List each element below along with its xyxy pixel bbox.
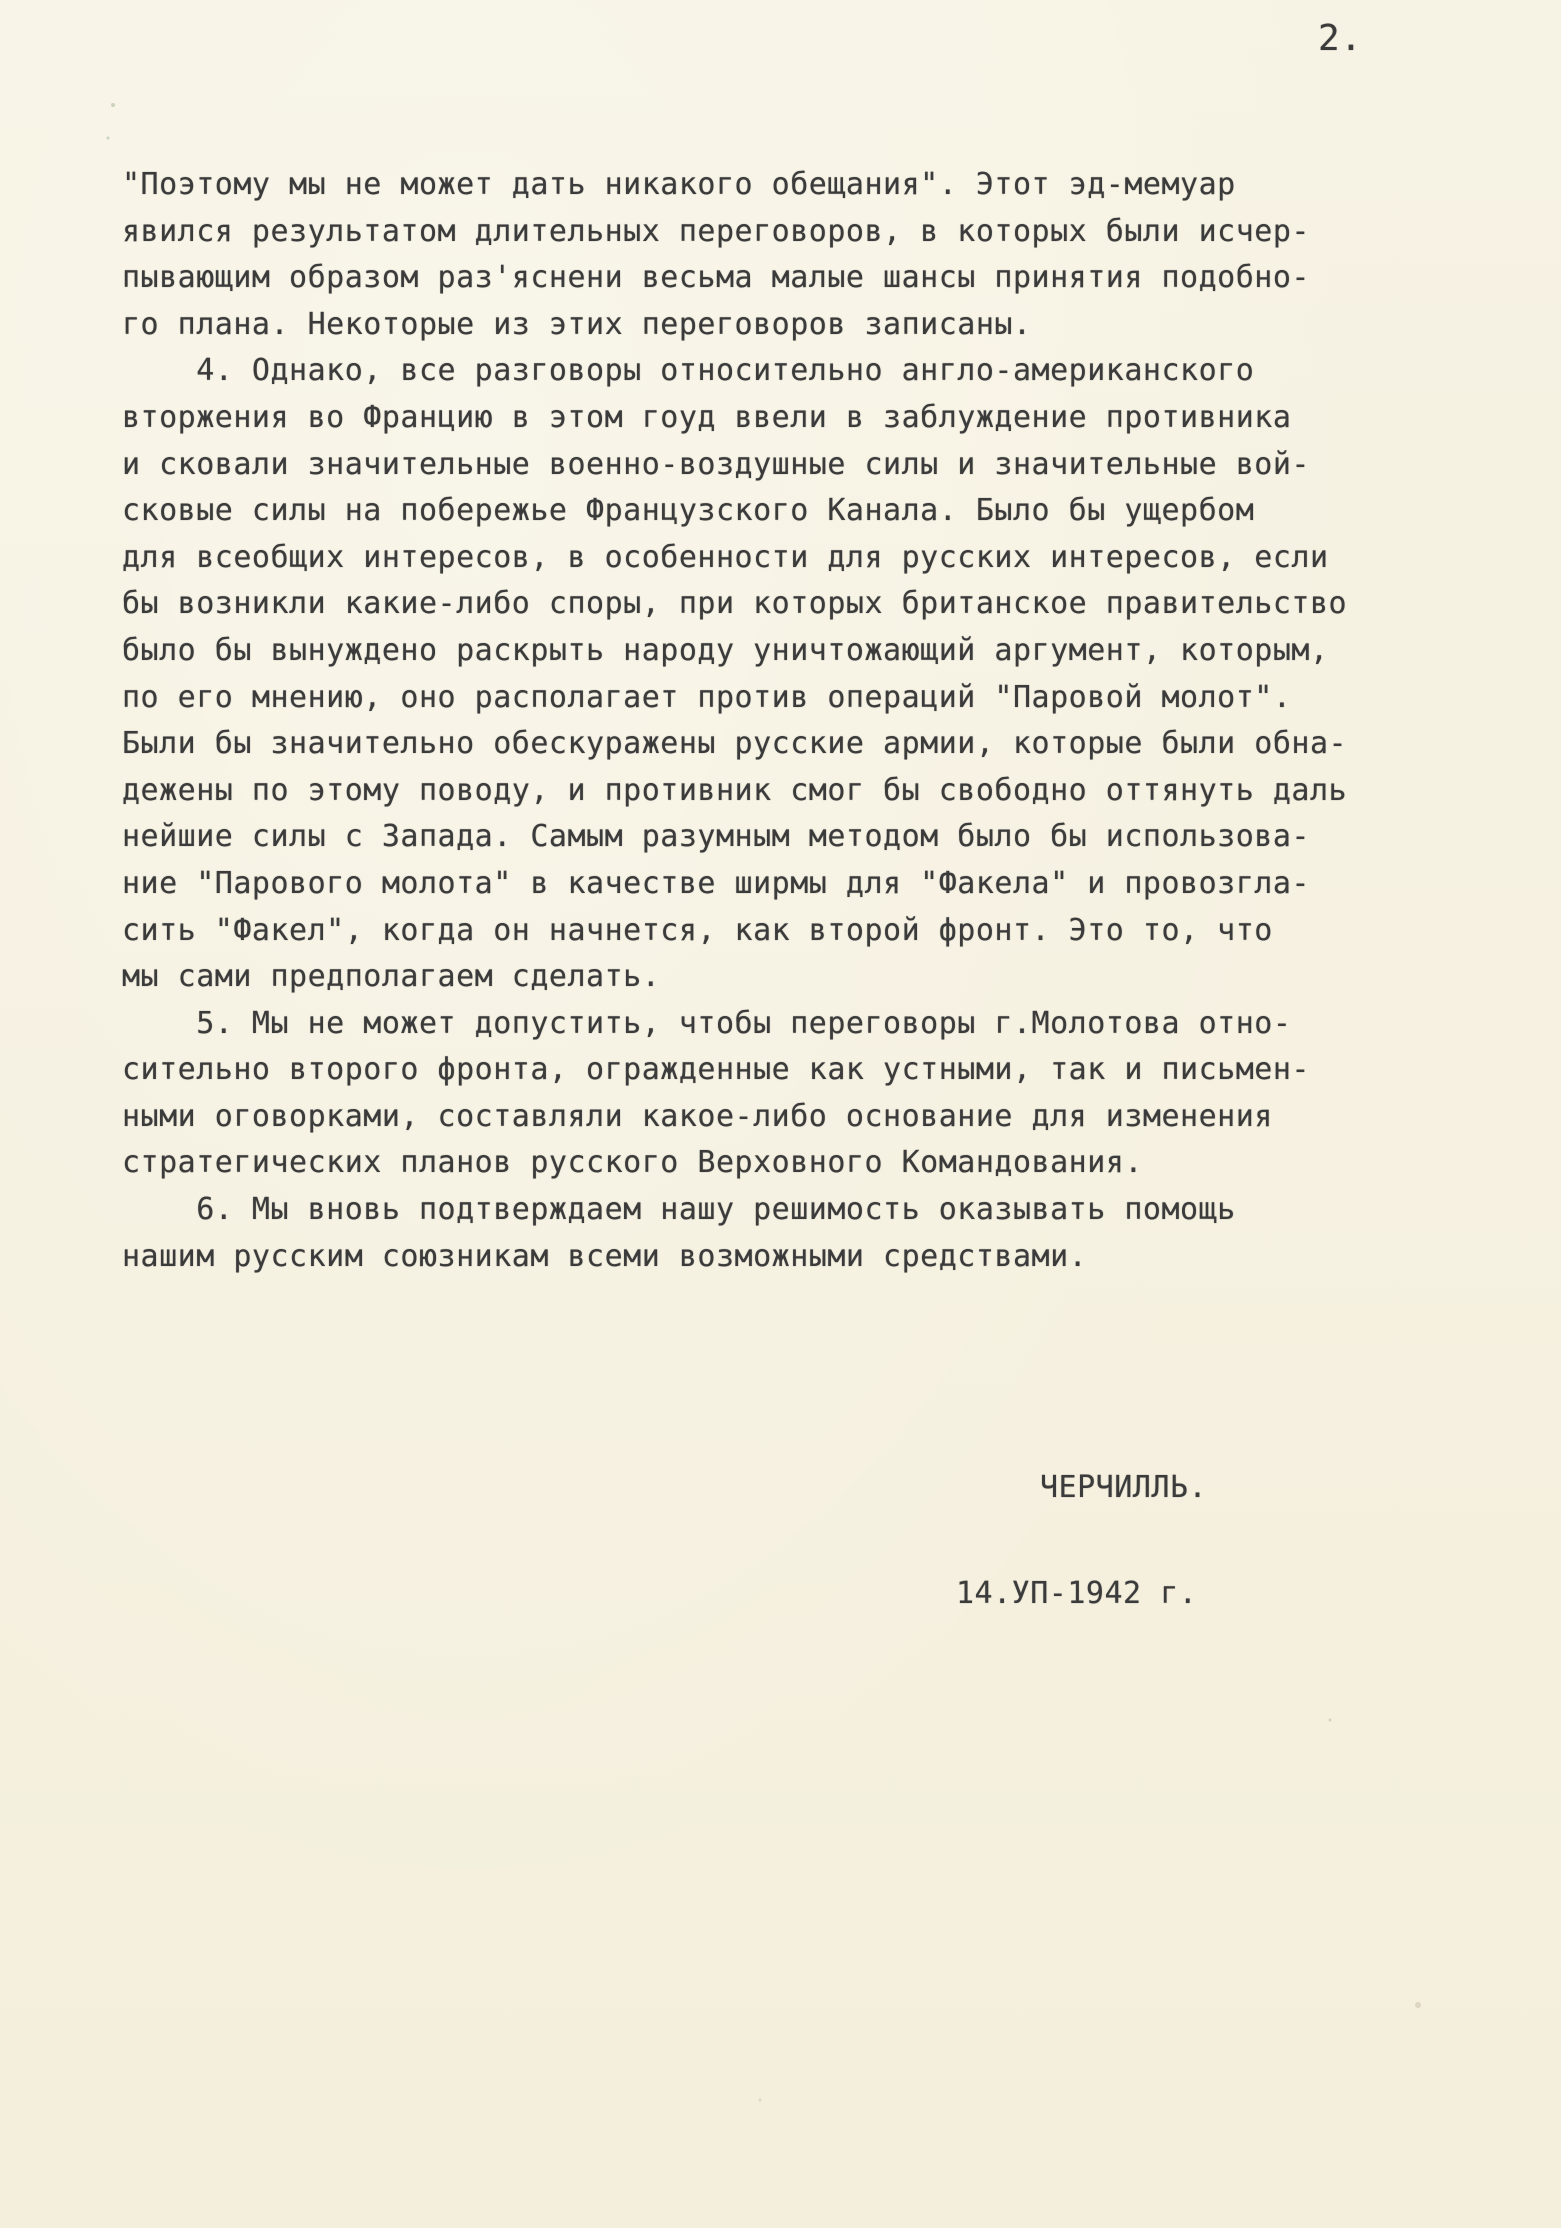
text-line: было бы вынуждено раскрыть народу уничтожающий аргумент, которым, xyxy=(122,632,1329,668)
text-line: нейшие силы с Запада. Самым разумным методом было бы использова- xyxy=(122,819,1310,855)
text-line: вторжения во Францию в этом гоуд ввели в заблуждение противника xyxy=(122,399,1292,435)
text-line: ние "Парового молота" в качестве ширмы для "Факела" и провозгла- xyxy=(122,865,1310,901)
signature: ЧЕРЧИЛЛЬ. xyxy=(1040,1470,1208,1505)
text-line: пывающим образом раз'яснени весьма малые шансы принятия подобно- xyxy=(122,260,1310,296)
text-line: 6. Мы вновь подтверждаем нашу решимость оказывать помощь xyxy=(122,1192,1236,1228)
text-line: явился результатом длительных переговоров, в которых были исчер- xyxy=(122,213,1310,249)
text-line: дежены по этому поводу, и противник смог бы свободно оттянуть даль xyxy=(122,772,1348,808)
text-line: го плана. Некоторые из этих переговоров записаны. xyxy=(122,306,1032,342)
document-date: 14.УП-1942 г. xyxy=(956,1576,1198,1611)
text-line: сить "Факел", когда он начнется, как второй фронт. Это то, что xyxy=(122,912,1273,948)
text-line: для всеобщих интересов, в особенности для русских интересов, если xyxy=(122,539,1329,575)
body-text xyxy=(122,162,1522,1280)
text-line: 4. Однако, все разговоры относительно англо-американского xyxy=(122,353,1255,389)
text-line: 5. Мы не может допустить, чтобы переговоры г.Молотова отно- xyxy=(122,1005,1292,1041)
text-line: бы возникли какие-либо споры, при которых британское правительство xyxy=(122,586,1348,622)
text-line: нашим русским союзникам всеми возможными средствами. xyxy=(122,1238,1088,1274)
text-line: Были бы значительно обескуражены русские армии, которые были обна- xyxy=(122,726,1348,762)
text-line: по его мнению, оно располагает против операций "Паровой молот". xyxy=(122,679,1292,715)
text-line: "Поэтому мы не может дать никакого обещания". Этот эд-мемуар xyxy=(122,167,1236,202)
text-line: и сковали значительные военно-воздушные силы и значительные вой- xyxy=(122,446,1310,482)
text-line: сковые силы на побережье Французского Канала. Было бы ущербом xyxy=(122,493,1255,529)
text-line: стратегических планов русского Верховного Командования. xyxy=(122,1145,1143,1181)
text-line: мы сами предполагаем сделать. xyxy=(122,959,661,995)
text-line: сительно второго фронта, огражденные как устными, так и письмен- xyxy=(122,1052,1310,1088)
page-number: 2. xyxy=(1318,18,1363,59)
text-line: ными оговорками, составляли какое-либо основание для изменения xyxy=(122,1098,1273,1134)
